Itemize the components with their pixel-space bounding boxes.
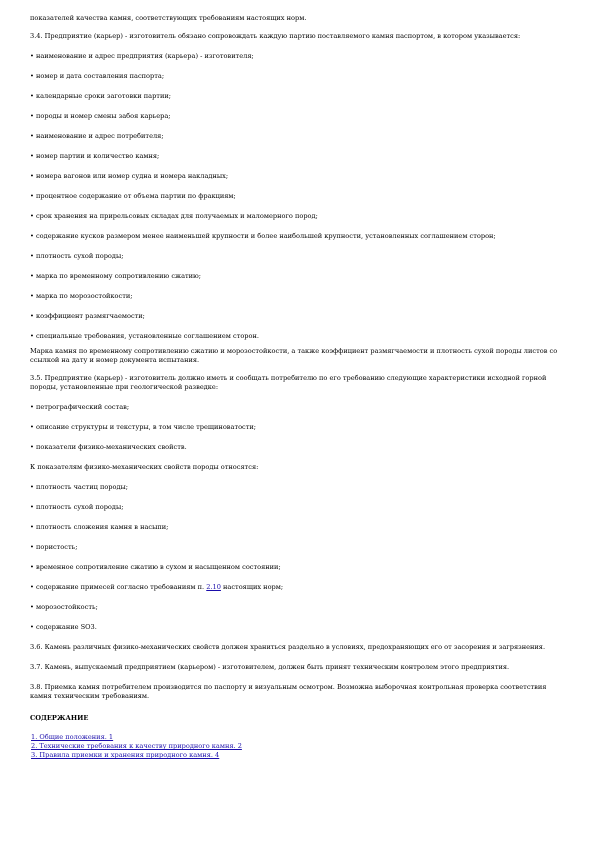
list-item: • процентное содержание от объема партии по фракциям; [30, 192, 236, 200]
list-item: • плотность сложения камня в насыпи; [30, 523, 169, 531]
toc-link-section-2[interactable]: 2. Технические требования к качеству природного камня. 2 [31, 742, 242, 750]
list-item: • морозостойкость; [30, 603, 98, 611]
section-3-4-note: Марка камня по временному сопротивлению сжатию и морозостойкости, а также коэффициент размягчаемости и плотность сухой породы листов со ссылкой на дату и номер документа испытания. [30, 347, 558, 364]
list-item: • описание структуры и текстуры, в том числе трещиноватости; [30, 423, 257, 431]
list-item: • временное сопротивление сжатию в сухом и насыщенном состоянии; [30, 563, 281, 571]
toc-title: СОДЕРЖАНИЕ [30, 714, 89, 722]
list-item-text-after: настоящих норм; [220, 583, 284, 591]
section-3-5-intro: 3.5. Предприятие (карьер) - изготовитель должно иметь и сообщать потребителю по его требованию следующие характеристики исходной горной породы, установленные при геологической разведке: [30, 374, 547, 391]
list-item-with-link [30, 583, 565, 592]
list-item: • петрографический состав; [30, 403, 130, 411]
list-item-text: • содержание примесей согласно требованиям п. [30, 583, 207, 591]
list-item: • календарные сроки заготовки партии; [30, 92, 171, 100]
clause-2-10-link[interactable]: 2.10 [206, 583, 221, 591]
list-item: • наименование и адрес потребителя; [30, 132, 164, 140]
section-3-4-intro: 3.4. Предприятие (карьер) - изготовитель обязано сопровождать каждую партию поставляемого камня паспортом, в котором указывается: [30, 32, 521, 40]
list-item: • содержание кусков размером менее наименьшей крупности и более наибольшей крупности, установленных соглашением сторон; [30, 232, 496, 240]
list-item: • породы и номер смены забоя карьера; [30, 112, 171, 120]
list-item: • номер партии и количество камня; [30, 152, 160, 160]
list-item: • срок хранения на прирельсовых складах для получаемых и маломерного пород; [30, 212, 318, 220]
list-item: • коэффициент размягчаемости; [30, 312, 145, 320]
section-3-5-subintro: К показателям физико-механических свойств породы относятся: [30, 463, 259, 471]
document-page [30, 14, 565, 760]
toc-link-section-3[interactable]: 3. Правила приемки и хранения природного камня. 4 [31, 751, 220, 759]
list-item: • наименование и адрес предприятия (карьера) - изготовителя; [30, 52, 254, 60]
list-item: • номера вагонов или номер судна и номера накладных; [30, 172, 229, 180]
continuation-text: показателей качества камня, соответствующих требованиям настоящих норм. [30, 14, 307, 22]
list-item: • марка по временному сопротивлению сжатию; [30, 272, 202, 280]
section-3-7: 3.7. Камень, выпускаемый предприятием (карьером) - изготовителем, должен быть принят техническим контролем этого предприятия. [30, 663, 510, 671]
list-item: • плотность сухой породы; [30, 503, 124, 511]
toc-link-section-1[interactable]: 1. Общие положения. 1 [31, 733, 114, 741]
list-item: • показатели физико-механических свойств. [30, 443, 187, 451]
list-item: • пористость; [30, 543, 78, 551]
section-3-4-list [30, 52, 565, 341]
section-3-6: 3.6. Камень различных физико-механических свойств должен храниться раздельно в условиях, предохраняющих его от засорения и загрязнения. [30, 643, 546, 651]
list-item: • номер и дата составления паспорта; [30, 72, 165, 80]
list-item: • плотность сухой породы; [30, 252, 124, 260]
table-of-contents [30, 733, 565, 760]
section-3-8: 3.8. Приемка камня потребителем производится по паспорту и визуальным осмотром. Возможна выборочная контрольная проверка соответствия камня техническим требованиям. [30, 683, 547, 700]
list-item: • марка по морозостойкости; [30, 292, 133, 300]
list-item: • содержание SO3. [30, 623, 97, 631]
list-item: • специальные требования, установленные соглашением сторон. [30, 332, 259, 340]
list-item: • плотность частиц породы; [30, 483, 129, 491]
